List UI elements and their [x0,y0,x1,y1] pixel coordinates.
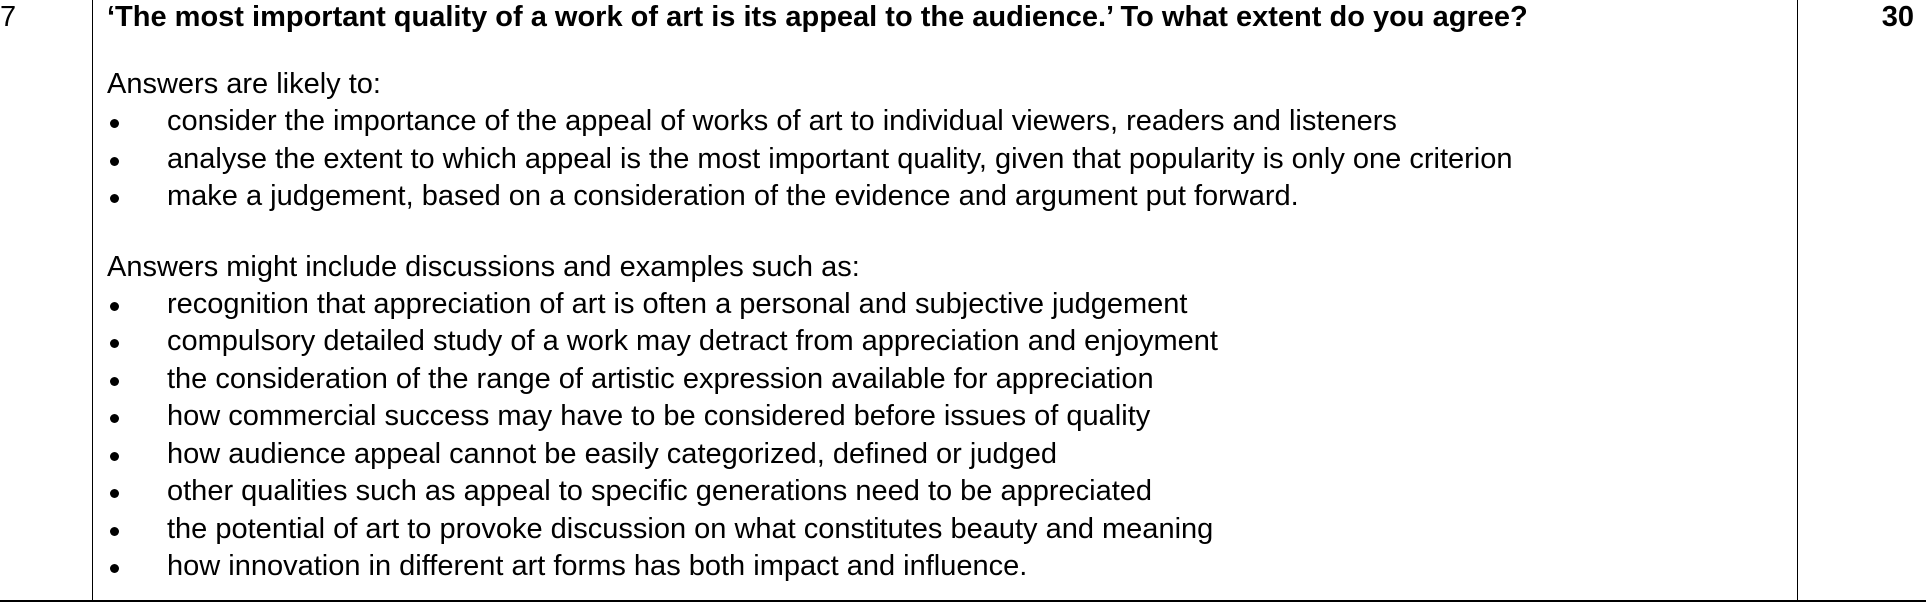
question-heading: ‘The most important quality of a work of art is its appeal to the audience.’ To what extent do you agree? [107,1,1528,33]
bullet-icon [110,302,119,311]
list-item: analyse the extent to which appeal is the most important quality, given that popularity is only one criterion [107,141,1787,179]
bullet-icon [110,452,119,461]
bullet-icon [110,414,119,423]
bullet-icon [110,527,119,536]
guidance-cell [107,0,1787,586]
bullet-icon [110,564,119,573]
list-item: consider the importance of the appeal of works of art to individual viewers, readers and listeners [107,103,1787,141]
bullet-icon [110,157,119,166]
list-item: other qualities such as appeal to specific generations need to be appreciated [107,473,1787,511]
list-item: compulsory detailed study of a work may detract from appreciation and enjoyment [107,323,1787,361]
section1-list [107,103,1787,216]
list-item: how audience appeal cannot be easily categorized, defined or judged [107,436,1787,474]
list-item: make a judgement, based on a consideration of the evidence and argument put forward. [107,178,1787,216]
list-item: how commercial success may have to be considered before issues of quality [107,398,1787,436]
section2-list [107,286,1787,586]
list-item: the consideration of the range of artistic expression available for appreciation [107,361,1787,399]
list-item: how innovation in different art forms has both impact and influence. [107,548,1787,586]
column-divider-left [92,0,93,600]
bullet-icon [110,339,119,348]
bullet-icon [110,119,119,128]
question-number: 7 [0,1,17,33]
list-item: recognition that appreciation of art is often a personal and subjective judgement [107,286,1787,324]
bullet-icon [110,194,119,203]
section1-intro: Answers are likely to: [107,68,381,100]
bullet-icon [110,377,119,386]
section2-intro: Answers might include discussions and examples such as: [107,250,860,283]
column-divider-right [1797,0,1798,600]
marks-value: 30 [1881,1,1914,33]
list-item: the potential of art to provoke discussion on what constitutes beauty and meaning [107,511,1787,549]
bullet-icon [110,489,119,498]
